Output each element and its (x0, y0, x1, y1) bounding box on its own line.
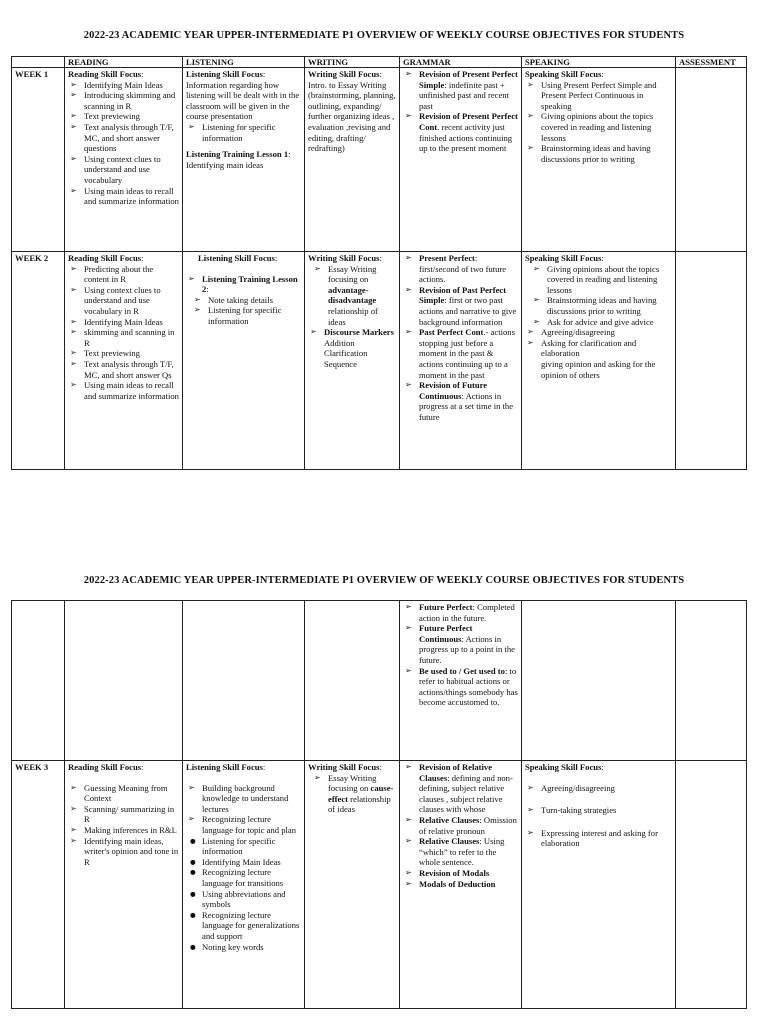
week-row (12, 252, 747, 470)
list-item: ➢ Making inferences in R&L (68, 825, 179, 836)
writing-cell (305, 252, 400, 470)
header-row (12, 57, 747, 68)
writing-cell (305, 601, 400, 761)
grammar-cell (400, 601, 522, 761)
writing-cell (305, 68, 400, 252)
list-item: ➢ Revision of Present Perfect Cont. recent activity just finished actions continuing up to the present moment (403, 111, 518, 153)
listening-focus-heading: Listening Skill Focus: (186, 762, 266, 772)
list-item: ➢ Agreeing/disagreeing (525, 327, 672, 338)
list-item: ➢ Essay Writing focusing on cause-effect relationship of ideas (312, 773, 396, 815)
header-speaking: SPEAKING (522, 57, 676, 68)
speaking-cell (522, 68, 676, 252)
list-item: ➢ Expressing interest and asking for elaboration (525, 828, 672, 849)
list-item: ➢ Listening Training Lesson 2: (186, 274, 301, 295)
list-item: ➢ Revision of Past Perfect Simple: first or two past actions and narrative to give background information (403, 285, 518, 327)
list-item: ➢ Revision of Present Perfect Simple: indefinite past + unfinished past and recent past (403, 69, 518, 111)
list-item: ● Recognizing lecture language for generalizations and support (186, 910, 301, 942)
assessment-cell (676, 252, 747, 470)
reading-cell (65, 252, 183, 470)
list-item: ➢ Scanning/ summarizing in R (68, 804, 179, 825)
list-item: ➢ Using Present Perfect Simple and Present Perfect Continuous in speaking (525, 80, 672, 112)
assessment-cell (676, 68, 747, 252)
list-item: ➢ Turn-taking strategies (525, 805, 672, 816)
speaking-focus-heading: Speaking Skill Focus: (525, 762, 604, 772)
header-listening: LISTENING (183, 57, 305, 68)
list-item: ➢ Giving opinions about the topics covered in reading and listening lessons (531, 264, 672, 296)
list-item: ➢ Using context clues to understand and use vocabulary in R (68, 285, 179, 317)
header-week (12, 57, 65, 68)
listening-lesson: Listening Training Lesson 1: Identifying main ideas (186, 149, 291, 170)
list-item: ● Identifying Main Ideas (186, 857, 301, 868)
writing-cell (305, 761, 400, 1009)
header-grammar: GRAMMAR (400, 57, 522, 68)
list-item: ➢ Text analysis through T/F, MC, and short answer questions (68, 122, 179, 154)
header-assessment: ASSESSMENT (676, 57, 747, 68)
week-label (12, 601, 65, 761)
list-item: ➢ Revision of Future Continuous: Actions in progress at a set time in the future (403, 380, 518, 422)
assessment-cell (676, 761, 747, 1009)
reading-focus-heading: Reading Skill Focus: (68, 69, 144, 79)
listening-list (186, 122, 301, 143)
reading-cell (65, 601, 183, 761)
list-item: ➢ Relative Clauses: Omission of relative pronoun (403, 815, 518, 836)
list-item: ➢ Discourse Markers (308, 327, 396, 338)
list-item: ➢ Asking for clarification and elaboration (525, 338, 672, 359)
speaking-cell (522, 601, 676, 761)
speaking-cell (522, 252, 676, 470)
speaking-focus-heading: Speaking Skill Focus: (525, 253, 604, 263)
writing-focus-heading: Writing Skill Focus: (308, 762, 382, 772)
list-item: ➢ Text previewing (68, 111, 179, 122)
week-row (12, 761, 747, 1009)
list-item: ➢ Relative Clauses: Using “which” to refer to the whole sentence. (403, 836, 518, 868)
list-item: ➢ Modals of Deduction (403, 879, 518, 890)
list-item: ➢ Present Perfect: first/second of two future actions. (403, 253, 518, 285)
list-item: ➢ Note taking details (192, 295, 301, 306)
list-item: ➢ Essay Writing focusing on advantage-disadvantage relationship of ideas (312, 264, 396, 328)
grammar-list (403, 69, 518, 154)
listening-text: Information regarding how listening will be dealt with in the classroom will be given in the course presentation (186, 79, 300, 122)
list-item: ● Listening for specific information (186, 836, 301, 857)
list-item: ➢ Brainstorming ideas and having discussions prior to writing (531, 295, 672, 316)
week-label: WEEK 3 (12, 761, 65, 1009)
continuation-row (12, 601, 747, 761)
schedule-table-2 (11, 600, 747, 1009)
writing-text: Intro. to Essay Writing (brainstorming, planning, outlining, expanding/ further organizing ideas , evaluation ,revising and editing, drafting/ redrafting) (308, 79, 396, 154)
list-item: ➢ Revision of Relative Clauses: defining and non-defining, subject relative clauses , subject relative clauses with whose (403, 762, 518, 815)
reading-focus-heading: Reading Skill Focus: (68, 253, 144, 263)
list-item: ➢ Listening for specific information (186, 122, 301, 143)
writing-focus-heading: Writing Skill Focus: (308, 69, 382, 79)
speaking-list (525, 264, 672, 328)
listening-focus-heading: Listening Skill Focus: (186, 69, 266, 79)
list-item: ● Using abbreviations and symbols (186, 889, 301, 910)
listening-sublist (186, 295, 301, 327)
reading-cell (65, 761, 183, 1009)
list-item: ➢ Identifying Main Ideas (68, 317, 179, 328)
listening-cell (183, 601, 305, 761)
list-item: ➢ Introducing skimming and scanning in R (68, 90, 179, 111)
list-item: ➢ Recognizing lecture language for topic and plan (186, 814, 301, 835)
list-item: ● Recognizing lecture language for transitions (186, 867, 301, 888)
list-item: ➢ Agreeing/disagreeing (525, 783, 672, 794)
list-item: ➢ Using context clues to understand and use vocabulary (68, 154, 179, 186)
reading-list (68, 783, 179, 868)
list-item: ➢ Using main ideas to recall and summarize information (68, 380, 179, 401)
list-item: ➢ Identifying Main Ideas (68, 80, 179, 91)
writing-list (308, 773, 396, 815)
listening-list (186, 274, 301, 295)
assessment-cell (676, 601, 747, 761)
speaking-list (525, 783, 672, 849)
list-item: ➢ Using main ideas to recall and summarize information (68, 186, 179, 207)
list-item: ➢ Identifying main ideas, writer's opinion and tone in R (68, 836, 179, 868)
week-label: WEEK 2 (12, 252, 65, 470)
reading-list (68, 264, 179, 402)
listening-cell (183, 252, 305, 470)
week-row (12, 68, 747, 252)
list-item: ➢ Predicting about the content in R (68, 264, 179, 285)
list-item: ➢ Giving opinions about the topics covered in reading and listening lessons (525, 111, 672, 143)
speaking-focus-heading: Speaking Skill Focus: (525, 69, 604, 79)
list-item: ➢ Ask for advice and give advice (531, 317, 672, 328)
list-item: ➢ Be used to / Get used to: to refer to habitual actions or actions/things somebody has become accustomed to. (403, 666, 518, 708)
list-item: ➢ Text analysis through T/F, MC, and short answer Qs (68, 359, 179, 380)
speaking-cell (522, 761, 676, 1009)
grammar-list (403, 253, 518, 423)
list-item: ➢ Building background knowledge to understand lectures (186, 783, 301, 815)
listening-list (186, 783, 301, 953)
reading-list (68, 80, 179, 207)
header-reading: READING (65, 57, 183, 68)
page-title-2: 2022-23 ACADEMIC YEAR UPPER-INTERMEDIATE P1 OVERVIEW OF WEEKLY COURSE OBJECTIVES FOR STUDENTS (83, 575, 685, 586)
discourse-markers-text: Addition Clarification Sequence (324, 337, 368, 369)
list-item: ● Noting key words (186, 942, 301, 953)
list-item: ➢ Future Perfect Continuous: Actions in progress up to a point in the future. (403, 623, 518, 665)
writing-list (308, 264, 396, 338)
list-item: ➢ Future Perfect: Completed action in the future. (403, 602, 518, 623)
grammar-cell (400, 68, 522, 252)
list-item: ➢ Past Perfect Cont.- actions stopping just before a moment in the past & actions continuing up to a moment in the past (403, 327, 518, 380)
speaking-tail-text: giving opinion and asking for the opinion of others (541, 358, 656, 380)
reading-focus-heading: Reading Skill Focus: (68, 762, 144, 772)
speaking-list (525, 80, 672, 165)
page-title-1: 2022-23 ACADEMIC YEAR UPPER-INTERMEDIATE P1 OVERVIEW OF WEEKLY COURSE OBJECTIVES FOR STUDENTS (83, 30, 685, 41)
grammar-list (403, 602, 518, 708)
grammar-cell (400, 252, 522, 470)
listening-cell (183, 761, 305, 1009)
list-item: ➢ Text previewing (68, 348, 179, 359)
list-item: ➢ skimming and scanning in R (68, 327, 179, 348)
listening-cell (183, 68, 305, 252)
writing-focus-heading: Writing Skill Focus: (308, 253, 382, 263)
header-writing: WRITING (305, 57, 400, 68)
reading-cell (65, 68, 183, 252)
grammar-list (403, 762, 518, 889)
schedule-table-1 (11, 56, 747, 470)
speaking-outer-list (525, 327, 672, 359)
list-item: ➢ Brainstorming ideas and having discussions prior to writing (525, 143, 672, 164)
list-item: ➢ Revision of Modals (403, 868, 518, 879)
listening-focus-heading: Listening Skill Focus: (198, 253, 278, 263)
grammar-cell (400, 761, 522, 1009)
list-item: ➢ Guessing Meaning from Context (68, 783, 179, 804)
list-item: ➢ Listening for specific information (192, 305, 301, 326)
week-label: WEEK 1 (12, 68, 65, 252)
